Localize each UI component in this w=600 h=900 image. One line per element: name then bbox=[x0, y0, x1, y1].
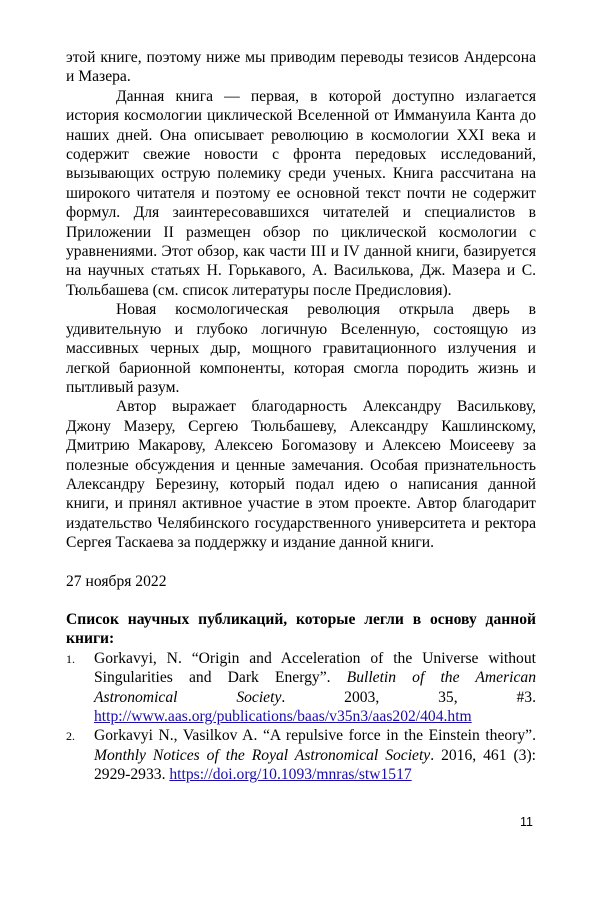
publication-link[interactable]: http://www.aas.org/publications/baas/v35n3/aas202/404.htm bbox=[94, 708, 472, 725]
publication-authors: Gorkavyi, N. bbox=[94, 649, 192, 667]
page-number: 11 bbox=[520, 815, 533, 829]
publication-title: “Origin and Acceleration of the Universe without Singularities and Dark Energy”. bbox=[94, 649, 536, 687]
publication-number: 1. bbox=[66, 651, 75, 666]
publication-item bbox=[66, 726, 536, 784]
publication-number: 2. bbox=[66, 729, 75, 744]
page-body bbox=[66, 48, 536, 785]
publication-authors: Gorkavyi N., Vasilkov A. bbox=[94, 727, 263, 745]
date-line: 27 ноября 2022 bbox=[66, 572, 167, 590]
publication-journal: Monthly Notices of the Royal Astronomical Society bbox=[94, 746, 431, 764]
publication-link[interactable]: https://doi.org/10.1093/mnras/stw1517 bbox=[169, 766, 412, 784]
publication-journal: Bulletin of the American Astronomical Society bbox=[94, 669, 536, 706]
publication-details: . 2016, 461 (3): 2929-2933. bbox=[94, 746, 536, 784]
publication-item bbox=[66, 649, 536, 727]
publication-details: . 2003, 35, #3. bbox=[281, 688, 537, 706]
publication-title: “A repulsive force in the Einstein theory”. bbox=[262, 727, 536, 745]
paragraph-book-description: Данная книга — первая, в которой доступно излагается история космологии циклической Вселенной от Иммануила Канта до наших дней. Она описывает революцию в космологии XXI века и содержит свежие новости с фронта передовых исследований, вызывающих острую полемику среди ученых. Книга рассчитана на широкого читателя и поэтому ее основной текст почти не содержит формул. Для заинтересовавшихся читателей и специалистов в Приложении II размещен обзор по циклической космологии с уравнениями. Этот обзор, как части III и IV данной книги, базируется на научных статьях Н. Горькавого, А. Василькова, Дж. Мазера и С. Тюльбашева (см. список литературы после Предисловия). bbox=[66, 87, 536, 299]
paragraph-acknowledgements: Автор выражает благодарность Александру Василькову, Джону Мазеру, Сергею Тюльбашеву, Александру Кашлинскому, Дмитрию Макарову, Алексею Богомазову и Алексею Моисееву за полезные обсуждения и ценные замечания. Особая признательность Александру Березину, который подал идею о написания данной книги, и принял активное участие в этом проекте. Автор благодарит издательство Челябинского государственного университета и ректора Сергея Таскаева за поддержку и издание данной книги. bbox=[66, 398, 536, 552]
paragraph-cosmology-revolution: Новая космологическая революция открыла дверь в удивительную и глубоко логичную Вселенную, состоящую из массивных черных дыр, мощного гравитационного излучения и легкой барионной компоненты, которая смогла породить жизнь и пытливый разум. bbox=[66, 301, 536, 396]
publications-list bbox=[66, 649, 536, 785]
publications-heading: Список научных публикаций, которые легли в основу данной книги: bbox=[66, 610, 536, 648]
paragraph-continuation: этой книге, поэтому ниже мы приводим переводы тезисов Андерсона и Мазера. bbox=[66, 49, 536, 86]
